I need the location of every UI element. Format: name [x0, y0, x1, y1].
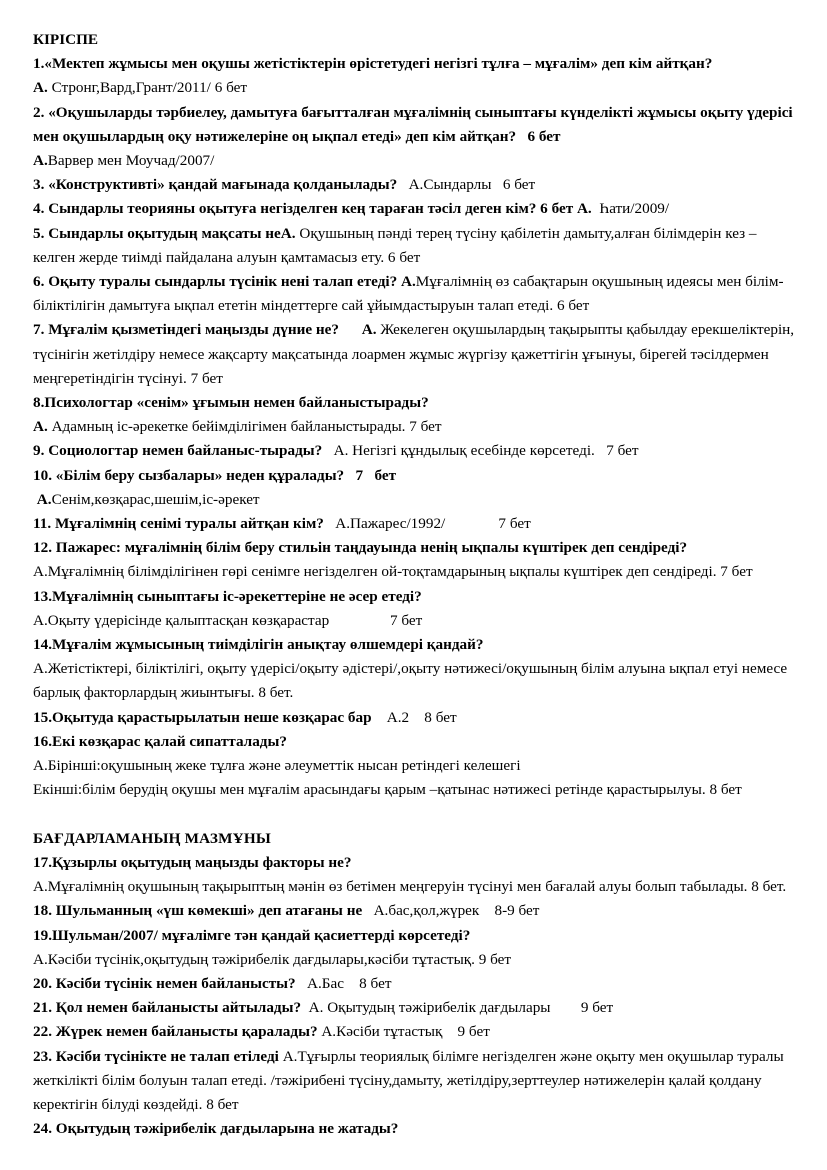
question-text: 5. Сындарлы оқытудың мақсаты неА.	[33, 224, 296, 242]
question-item-11	[33, 512, 797, 536]
answer-text: А.Мұғалімнің білімділігінен гөрі сенімге негізделген ой-тоқтамдарының ықпалы күштірек деп сендіреді. 7 бет	[33, 563, 753, 581]
answer-text: Мұғалімнің өз сабақтарын оқушының идеясы мен білім-біліктілігін дамытуға ықпал ететін міндеттерге сай ұйымдастыруын талап етеді. 6 бет	[33, 273, 784, 315]
answer-text: Варвер мен Моучад/2007/	[47, 152, 215, 170]
question-item-19	[33, 924, 797, 948]
question-item-23	[33, 1045, 797, 1118]
question-text: 24. Оқытудың тәжірибелік дағдыларына не жатады?	[33, 1120, 399, 1138]
answer-item-19	[33, 948, 797, 972]
question-text: 9. Социологтар немен байланыс-тырады?	[33, 442, 323, 460]
answer-text: А.Пажарес/1992/ 7 бет	[323, 515, 531, 533]
question-item-9	[33, 439, 797, 463]
answer-text-second: Екінші:білім берудің оқушы мен мұғалім арасындағы қарым –қатынас нәтижесі ретінде қарастырылуы. 8 бет	[33, 781, 742, 799]
question-item-8	[33, 391, 797, 415]
answer-text: А.Оқыту үдерісінде қалыптасқан көзқарастар 7 бет	[33, 611, 423, 629]
answer-text: А.2 8 бет	[371, 708, 457, 726]
question-text: 19.Шульман/2007/ мұғалімге тән қандай қасиеттерді көрсетеді?	[33, 926, 471, 944]
question-text: 1.«Мектеп жұмысы мен оқушы жетістіктерін өрістетудегі негізгі тұлға – мұғалім» деп кім айтқан?	[33, 55, 713, 73]
question-text: 6. Оқыту туралы сындарлы түсінік нені талап етеді? А.	[33, 273, 416, 291]
answer-label: А.	[33, 418, 48, 436]
answer-text: А.Кәсіби тұтастық 9 бет	[317, 1023, 490, 1041]
answer-item-2	[33, 149, 797, 173]
question-item-18	[33, 899, 797, 923]
question-text: 18. Шульманның «үш көмекші» деп атағаны не	[33, 902, 363, 920]
section-spacer	[33, 803, 797, 827]
question-text: 14.Мұғалім жұмысының тиімділігін анықтау өлшемдері қандай?	[33, 636, 484, 654]
question-item-4	[33, 197, 797, 221]
question-item-2	[33, 101, 797, 149]
question-item-14	[33, 633, 797, 657]
answer-item-14	[33, 657, 797, 705]
question-item-3	[33, 173, 797, 197]
document-body	[33, 28, 797, 1141]
question-item-22	[33, 1020, 797, 1044]
question-text: 4. Сындарлы теорияны оқытуға негізделген кең тараған тәсіл деген кім? 6 бет А.	[33, 200, 592, 218]
answer-item-1	[33, 76, 797, 100]
question-text: 2. «Оқушыларды тәрбиелеу, дамытуға бағытталған мұғалімнің сыныптағы күнделікті жұмысы оқыту үдерісі мен оқушылардың оқу нәтижелеріне оң ықпал етеді» деп кім айтқан?	[33, 103, 793, 145]
answer-item-10	[33, 488, 797, 512]
question-text: 16.Екі көзқарас қалай сипатталады?	[33, 732, 287, 750]
answer-text: А.Бас 8 бет	[295, 974, 392, 992]
question-item-17	[33, 851, 797, 875]
answer-text: А.Жетістіктері, біліктілігі, оқыту үдерісі/оқыту әдістері/,оқыту нәтижесі/оқушының білім алуына ықпал етуі немесе барлық факторлардың жиынтығы. 8 бет.	[33, 660, 788, 702]
answer-text: Адамның іс-әрекетке бейімділігімен байланыстырады. 7 бет	[47, 418, 442, 436]
question-text: 12. Пажарес: мұғалімнің білім беру стильін таңдауында ненің ықпалы күштірек деп сендіреді?	[33, 539, 688, 557]
question-page-ref: 6 бет	[516, 127, 561, 145]
question-item-1	[33, 52, 797, 76]
question-text: 15.Оқытуда қарастырылатын неше көзқарас бар	[33, 708, 372, 726]
answer-text: А.Кәсіби түсінік,оқытудың тәжірибелік дағдылары,кәсіби тұтастық. 9 бет	[33, 950, 512, 968]
question-item-13	[33, 585, 797, 609]
question-item-10	[33, 464, 797, 488]
answer-text: А.Сындарлы 6 бет	[397, 176, 536, 194]
question-text: 17.Құзырлы оқытудың маңызды факторы не?	[33, 853, 352, 871]
answer-text: А.Тұғырлы теориялық білімге негізделген және оқыту мен оқушылар туралы жеткілікті білім болуын талап етеді. /тәжірибені түсіну,дамыту, жетілдіру,зерттеулер нәтижелерін қалай қолдану керектігін білуді көздейді. 8 бет	[33, 1047, 784, 1113]
question-item-21	[33, 996, 797, 1020]
answer-item-13	[33, 609, 797, 633]
question-text: 22. Жүрек немен байланысты қаралады?	[33, 1023, 318, 1041]
answer-label: А.	[33, 490, 52, 508]
question-text: 23. Кәсіби түсінікте не талап етіледі	[33, 1047, 279, 1065]
answer-item-12	[33, 560, 797, 584]
question-text: 7. Мұғалім қызметіндегі маңызды дүние не? А.	[33, 321, 377, 339]
question-item-5	[33, 222, 797, 270]
question-item-12	[33, 536, 797, 560]
answer-text: А.Бірінші:оқушының жеке тұлға және әлеуметтік нысан ретіндегі келешегі	[33, 757, 521, 775]
question-text: 11. Мұғалімнің сенімі туралы айтқан кім?	[33, 515, 324, 533]
question-text: 13.Мұғалімнің сыныптағы іс-әрекеттеріне не әсер етеді?	[33, 587, 422, 605]
question-item-15	[33, 706, 797, 730]
question-item-6	[33, 270, 797, 318]
question-item-16	[33, 730, 797, 754]
answer-text: А.бас,қол,жүрек 8-9 бет	[362, 902, 540, 920]
question-text: 10. «Білім беру сызбалары» неден құралады? 7 бет	[33, 466, 397, 484]
answer-item-17	[33, 875, 797, 899]
question-item-20	[33, 972, 797, 996]
answer-item-8	[33, 415, 797, 439]
answer-text: Һати/2009/	[591, 200, 670, 218]
answer-text: А. Негізгі құндылық есебінде көрсетеді. 7 бет	[322, 442, 639, 460]
section-heading: БАҒДАРЛАМАНЫҢ МАЗМҰНЫ	[33, 829, 271, 847]
answer-item-16a	[33, 754, 797, 778]
question-text: 21. Қол немен байланысты айтылады?	[33, 999, 302, 1017]
answer-text: А.Мұғалімнің оқушының тақырыптың мәнін өз бетімен меңгеруін түсінуі мен бағалай алуы болып табылады. 8 бет.	[33, 878, 787, 896]
question-text: 3. «Конструктивті» қандай мағынада қолданылады?	[33, 176, 398, 194]
answer-text: Стронг,Вард,Грант/2011/ 6 бет	[47, 79, 247, 97]
answer-item-16b	[33, 778, 797, 802]
answer-text: А. Оқытудың тәжірибелік дағдылары 9 бет	[301, 999, 614, 1017]
answer-label: А.	[33, 152, 48, 170]
question-item-24	[33, 1117, 797, 1141]
document-title-heading: КІРІСПЕ	[33, 31, 99, 48]
answer-text: Жекелеген оқушылардың тақырыпты қабылдау ерекшеліктерін, түсінігін жетілдіру немесе жақсарту мақсатында лоармен жұмыс жүргізу қажеттігін ұғынуы, бірегей тәсілдермен меңгеретіндігін түсінуі. 7 бет	[33, 321, 795, 387]
answer-text: Сенім,көзқарас,шешім,іс-әрекет	[51, 490, 260, 508]
answer-label: А.	[33, 79, 48, 97]
question-text: 20. Кәсіби түсінік немен байланысты?	[33, 974, 296, 992]
answer-text: Оқушының пәнді терең түсіну қабілетін дамыту,алған білімдерін кез – келген жерде тиімді пайдалана алуын қамтамасыз ету. 6 бет	[33, 224, 757, 266]
question-item-7	[33, 318, 797, 391]
question-text: 8.Психологтар «сенім» ұғымын немен байланыстырады?	[33, 394, 429, 412]
